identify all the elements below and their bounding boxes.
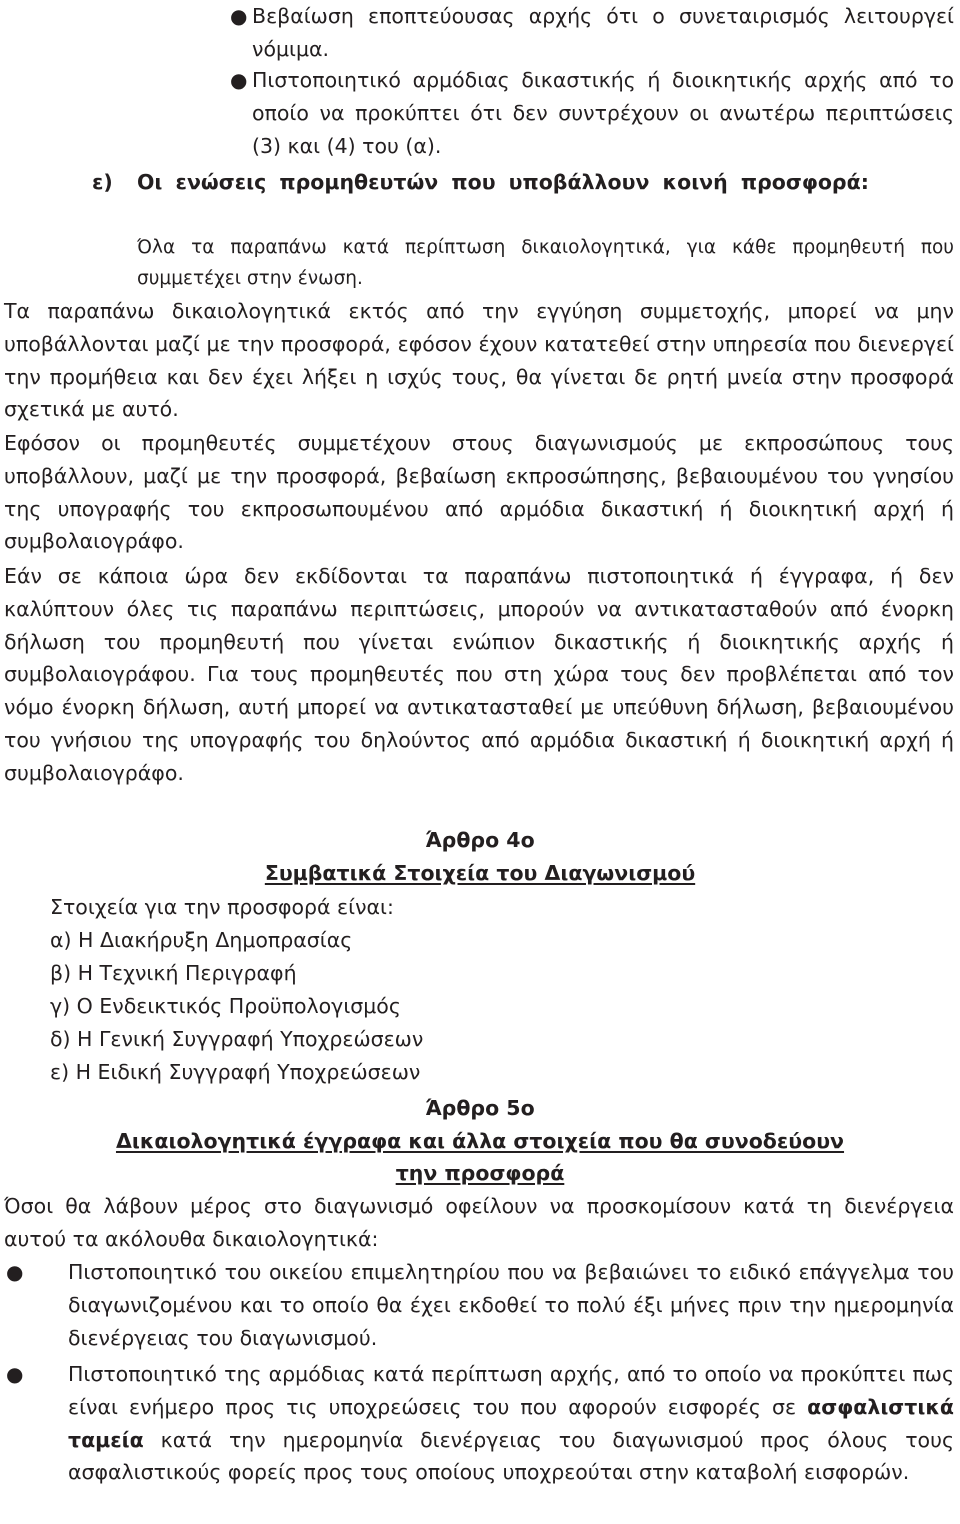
- item-e-text: Όλα τα παραπάνω κατά περίπτωση δικαιολογητικά, για κάθε προμηθευτή που συμμετέχει στην ένωση.: [137, 237, 954, 289]
- paragraph: Εφόσον οι προμηθευτές συμμετέχουν στους διαγωνισμούς με εκπροσώπους τους υποβάλλουν, μαζί με την προσφορά, βεβαίωση εκπροσώπησης, βεβαιουμένου του γνησίου της υπογραφής του εκπροσωπουμένου από αρμόδια δικαστική ή διοικητική αρχή ή συμβολαιογράφο.: [4, 431, 954, 554]
- list-item: δ) Η Γενική Συγγραφή Υποχρεώσεων: [50, 1027, 424, 1051]
- list-item: γ) Ο Ενδεικτικός Προϋπολογισμός: [50, 994, 401, 1018]
- paragraph: Τα παραπάνω δικαιολογητικά εκτός από την εγγύηση συμμετοχής, μπορεί να μην υποβάλλονται μαζί με την προσφορά, εφόσον έχουν κατατεθεί στην υπηρεσία που διενεργεί την προμήθεια και δεν έχει λήξει η ισχύς τους, θα γίνεται δε ρητή μνεία στην προσφορά σχετικά με αυτό.: [4, 299, 954, 422]
- article-4-number: Άρθρο 4ο: [425, 828, 535, 852]
- paragraph: Εάν σε κάποια ώρα δεν εκδίδονται τα παραπάνω πιστοποιητικά ή έγγραφα, ή δεν καλύπτουν όλες τις παραπάνω περιπτώσεις, μπορούν να αντικατασταθούν από ένορκη δήλωση του προμηθευτή που γίνεται ενώπιον δικαστικής ή διοικητικής αρχής ή συμβολαιογράφου. Για τους προμηθευτές που στη χώρα τους δεν προβλέπεται από τον νόμο ένορκη δήλωση, αυτή μπορεί να αντικατασταθεί με υπεύθυνη δήλωση, βεβαιουμένου του γνήσιου της υπογραφής του δηλούντος από αρμόδια δικαστική ή διοικητική αρχή ή συμβολαιογράφο.: [4, 564, 954, 785]
- article-5-intro: Όσοι θα λάβουν μέρος στο διαγωνισμό οφείλουν να προσκομίσουν κατά τη διενέργεια αυτού τα ακόλουθα δικαιολογητικά:: [4, 1194, 954, 1251]
- article-5-title-line1: Δικαιολογητικά έγγραφα και άλλα στοιχεία που θα συνοδεύουν: [115, 1129, 845, 1153]
- bullet-text: Πιστοποιητικό του οικείου επιμελητηρίου που να βεβαιώνει το ειδικό επάγγελμα του διαγωνιζομένου και το οποίο θα έχει εκδοθεί το πολύ έξι μήνες πριν την ημερομηνία διενέργειας του διαγωνισμού.: [68, 1260, 954, 1350]
- bullet-text: Βεβαίωση εποπτεύουσας αρχής ότι ο συνεταιρισμός λειτουργεί νόμιμα.: [252, 4, 954, 61]
- article-4-intro: Στοιχεία για την προσφορά είναι:: [50, 895, 394, 919]
- item-e-label: ε): [92, 170, 113, 194]
- item-e-heading: Οι ενώσεις προμηθευτών που υποβάλλουν κοινή προσφορά:: [137, 170, 869, 194]
- bullet-text-part: Πιστοποιητικό της αρμόδιας κατά περίπτωση αρχής, από το οποίο να προκύπτει πως είναι ενήμερο προς τις υποχρεώσεις του που αφορούν εισφορές σε: [68, 1362, 954, 1419]
- list-item: ε) Η Ειδική Συγγραφή Υποχρεώσεων: [50, 1060, 421, 1084]
- article-5-number: Άρθρο 5ο: [425, 1096, 535, 1120]
- bullet-text: Πιστοποιητικό αρμόδιας δικαστικής ή διοικητικής αρχής από το οποίο να προκύπτει ότι δεν συντρέχουν οι ανωτέρω περιπτώσεις (3) και (4) του (α).: [252, 68, 954, 158]
- article-4-title: Συμβατικά Στοιχεία του Διαγωνισμού: [264, 861, 696, 885]
- bullet-text: [68, 1358, 954, 1489]
- list-item: β) Η Τεχνική Περιγραφή: [50, 961, 297, 985]
- bullet-text-bold: ασφαλιστικά ταμεία: [68, 1394, 954, 1452]
- list-item: α) Η Διακήρυξη Δημοπρασίας: [50, 928, 353, 952]
- bullet-icon: ●: [6, 1362, 24, 1386]
- bullet-icon: ●: [6, 1260, 24, 1284]
- bullet-text-part: κατά την ημερομηνία διενέργειας του διαγωνισμού προς όλους τους ασφαλιστικούς φορείς προς τους οποίους υποχρεούται στην καταβολή εισφορών.: [68, 1427, 954, 1485]
- bullet-icon: ●: [230, 4, 248, 28]
- article-5-title-line2: την προσφορά: [395, 1161, 565, 1185]
- bullet-icon: ●: [230, 68, 248, 92]
